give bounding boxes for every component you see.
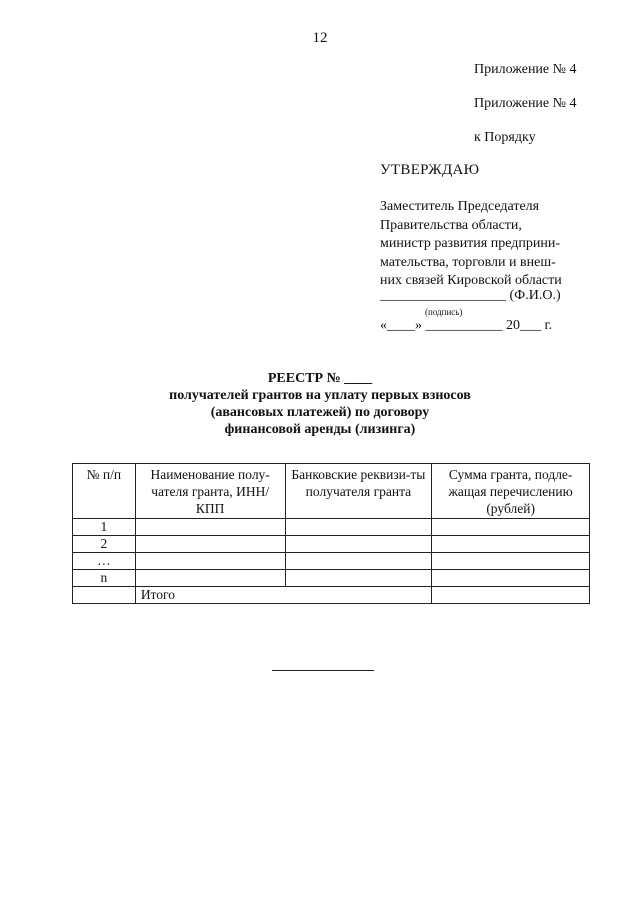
- approver-line: Заместитель Председателя: [380, 199, 540, 214]
- table-cell: [73, 587, 136, 604]
- total-label: Итого: [135, 587, 431, 604]
- approver-position: [380, 198, 610, 291]
- approver-line: них связей Кировской области: [380, 273, 562, 289]
- approver-line: Правительства области,: [380, 217, 522, 233]
- approval-date-line: «____» ___________ 20___ г.: [380, 318, 553, 333]
- table-header-row: [73, 464, 590, 519]
- row-number: …: [73, 553, 136, 570]
- row-number: 2: [73, 536, 136, 553]
- approver-line: мательства, торговли и внеш-: [380, 254, 556, 270]
- registry-title-line: (авансовых платежей) по договору: [210, 405, 430, 420]
- table-cell: [432, 570, 590, 587]
- signature-line: __________________ (Ф.И.О.): [380, 288, 561, 303]
- table-row: [73, 519, 590, 536]
- table-cell: [285, 536, 432, 553]
- table-cell: [432, 553, 590, 570]
- table-cell: [285, 519, 432, 536]
- column-header-recipient: Наименование полу-чателя гранта, ИНН/КПП: [135, 464, 285, 519]
- registry-title-number: РЕЕСТР № ____: [267, 371, 373, 386]
- total-amount-cell: [432, 587, 590, 604]
- registry-title-line: получателей грантов на уплату первых взносов: [169, 388, 471, 403]
- table-row: [73, 570, 590, 587]
- approver-line: министр развития предприни-: [380, 236, 561, 252]
- table-row: [73, 536, 590, 553]
- column-header-grant-amount: Сумма гранта, подле-жащая перечислению (рублей): [432, 464, 590, 519]
- closing-rule: [272, 670, 374, 671]
- table-total-row: [73, 587, 590, 604]
- table-cell: [135, 536, 285, 553]
- column-header-number: № п/п: [73, 464, 136, 519]
- row-number: n: [73, 570, 136, 587]
- table-cell: [135, 519, 285, 536]
- registry-title: [0, 370, 640, 438]
- appendix-label-repeat: Приложение № 4: [474, 96, 577, 111]
- column-header-bank-details: Банковские реквизи-ты получателя гранта: [285, 464, 432, 519]
- page-number: 12: [312, 30, 328, 46]
- appendix-label: Приложение № 4: [474, 62, 577, 77]
- registry-table: [72, 463, 590, 604]
- registry-title-line: финансовой аренды (лизинга): [224, 422, 416, 437]
- table-cell: [285, 553, 432, 570]
- table-cell: [135, 570, 285, 587]
- row-number: 1: [73, 519, 136, 536]
- table-row: [73, 553, 590, 570]
- table-cell: [432, 519, 590, 536]
- approval-heading: УТВЕРЖДАЮ: [380, 162, 480, 178]
- table-cell: [432, 536, 590, 553]
- signature-caption: (подпись): [425, 307, 463, 317]
- procedure-reference: к Порядку: [474, 130, 536, 145]
- table-cell: [135, 553, 285, 570]
- table-cell: [285, 570, 432, 587]
